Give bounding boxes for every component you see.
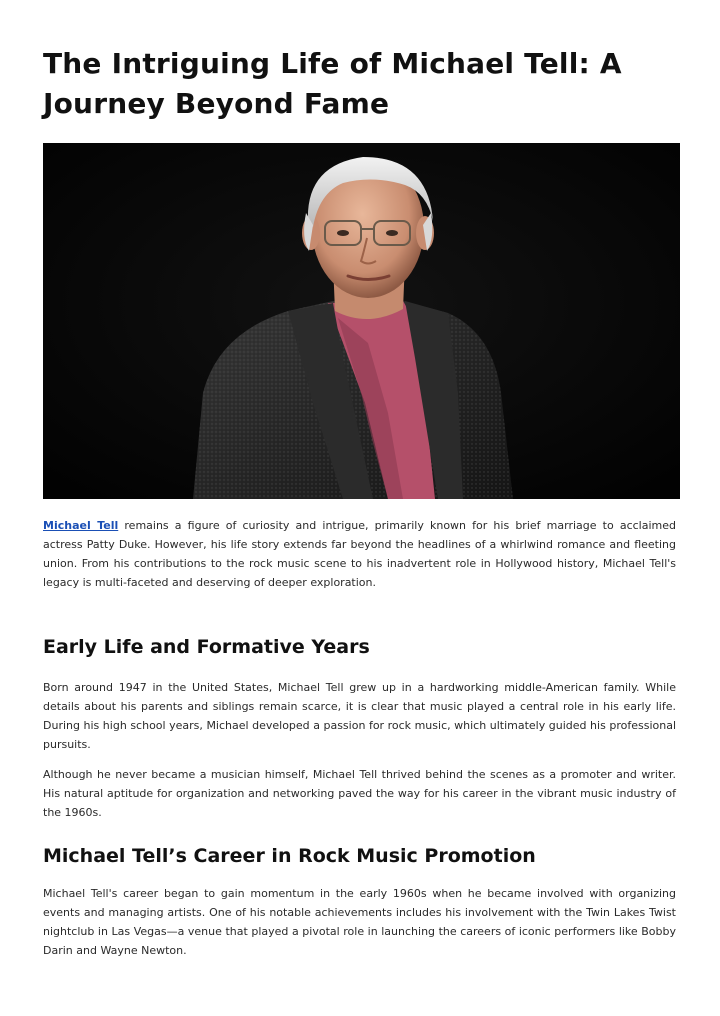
section-heading-early-life: Early Life and Formative Years: [43, 636, 370, 658]
intro-paragraph: [43, 516, 676, 592]
early-life-paragraph-2: Although he never became a musician himself, Michael Tell thrived behind the scenes as a promoter and writer. His natural aptitude for organization and networking paved the way for his career in the vibrant music industry of the 1960s.: [43, 768, 676, 819]
career-paragraph-1: Michael Tell's career began to gain momentum in the early 1960s when he became involved with organizing events and managing artists. One of his notable achievements includes his involvement with the Twin Lakes Twist nightclub in Las Vegas—a venue that played a pivotal role in launching the careers of iconic performers like Bobby Darin and Wayne Newton.: [43, 887, 676, 957]
article-title: The Intriguing Life of Michael Tell: A Journey Beyond Fame: [43, 47, 622, 120]
michael-tell-link[interactable]: Michael Tell: [43, 519, 119, 532]
early-life-paragraph-1: Born around 1947 in the United States, Michael Tell grew up in a hardworking middle-American family. While details about his parents and siblings remain scarce, it is clear that music played a central role in his early life. During his high school years, Michael developed a passion for rock music, which ultimately guided his professional pursuits.: [43, 681, 676, 751]
section-heading-career: Michael Tell’s Career in Rock Music Promotion: [43, 845, 536, 867]
portrait-illustration: [43, 143, 680, 499]
portrait-photo: [43, 143, 680, 499]
intro-text: remains a figure of curiosity and intrigue, primarily known for his brief marriage to acclaimed actress Patty Duke. However, his life story extends far beyond the headlines of a whirlwind romance and fleeting union. From his contributions to the rock music scene to his inadvertent role in Hollywood history, Michael Tell's legacy is multi-faceted and deserving of deeper exploration.: [43, 519, 676, 589]
